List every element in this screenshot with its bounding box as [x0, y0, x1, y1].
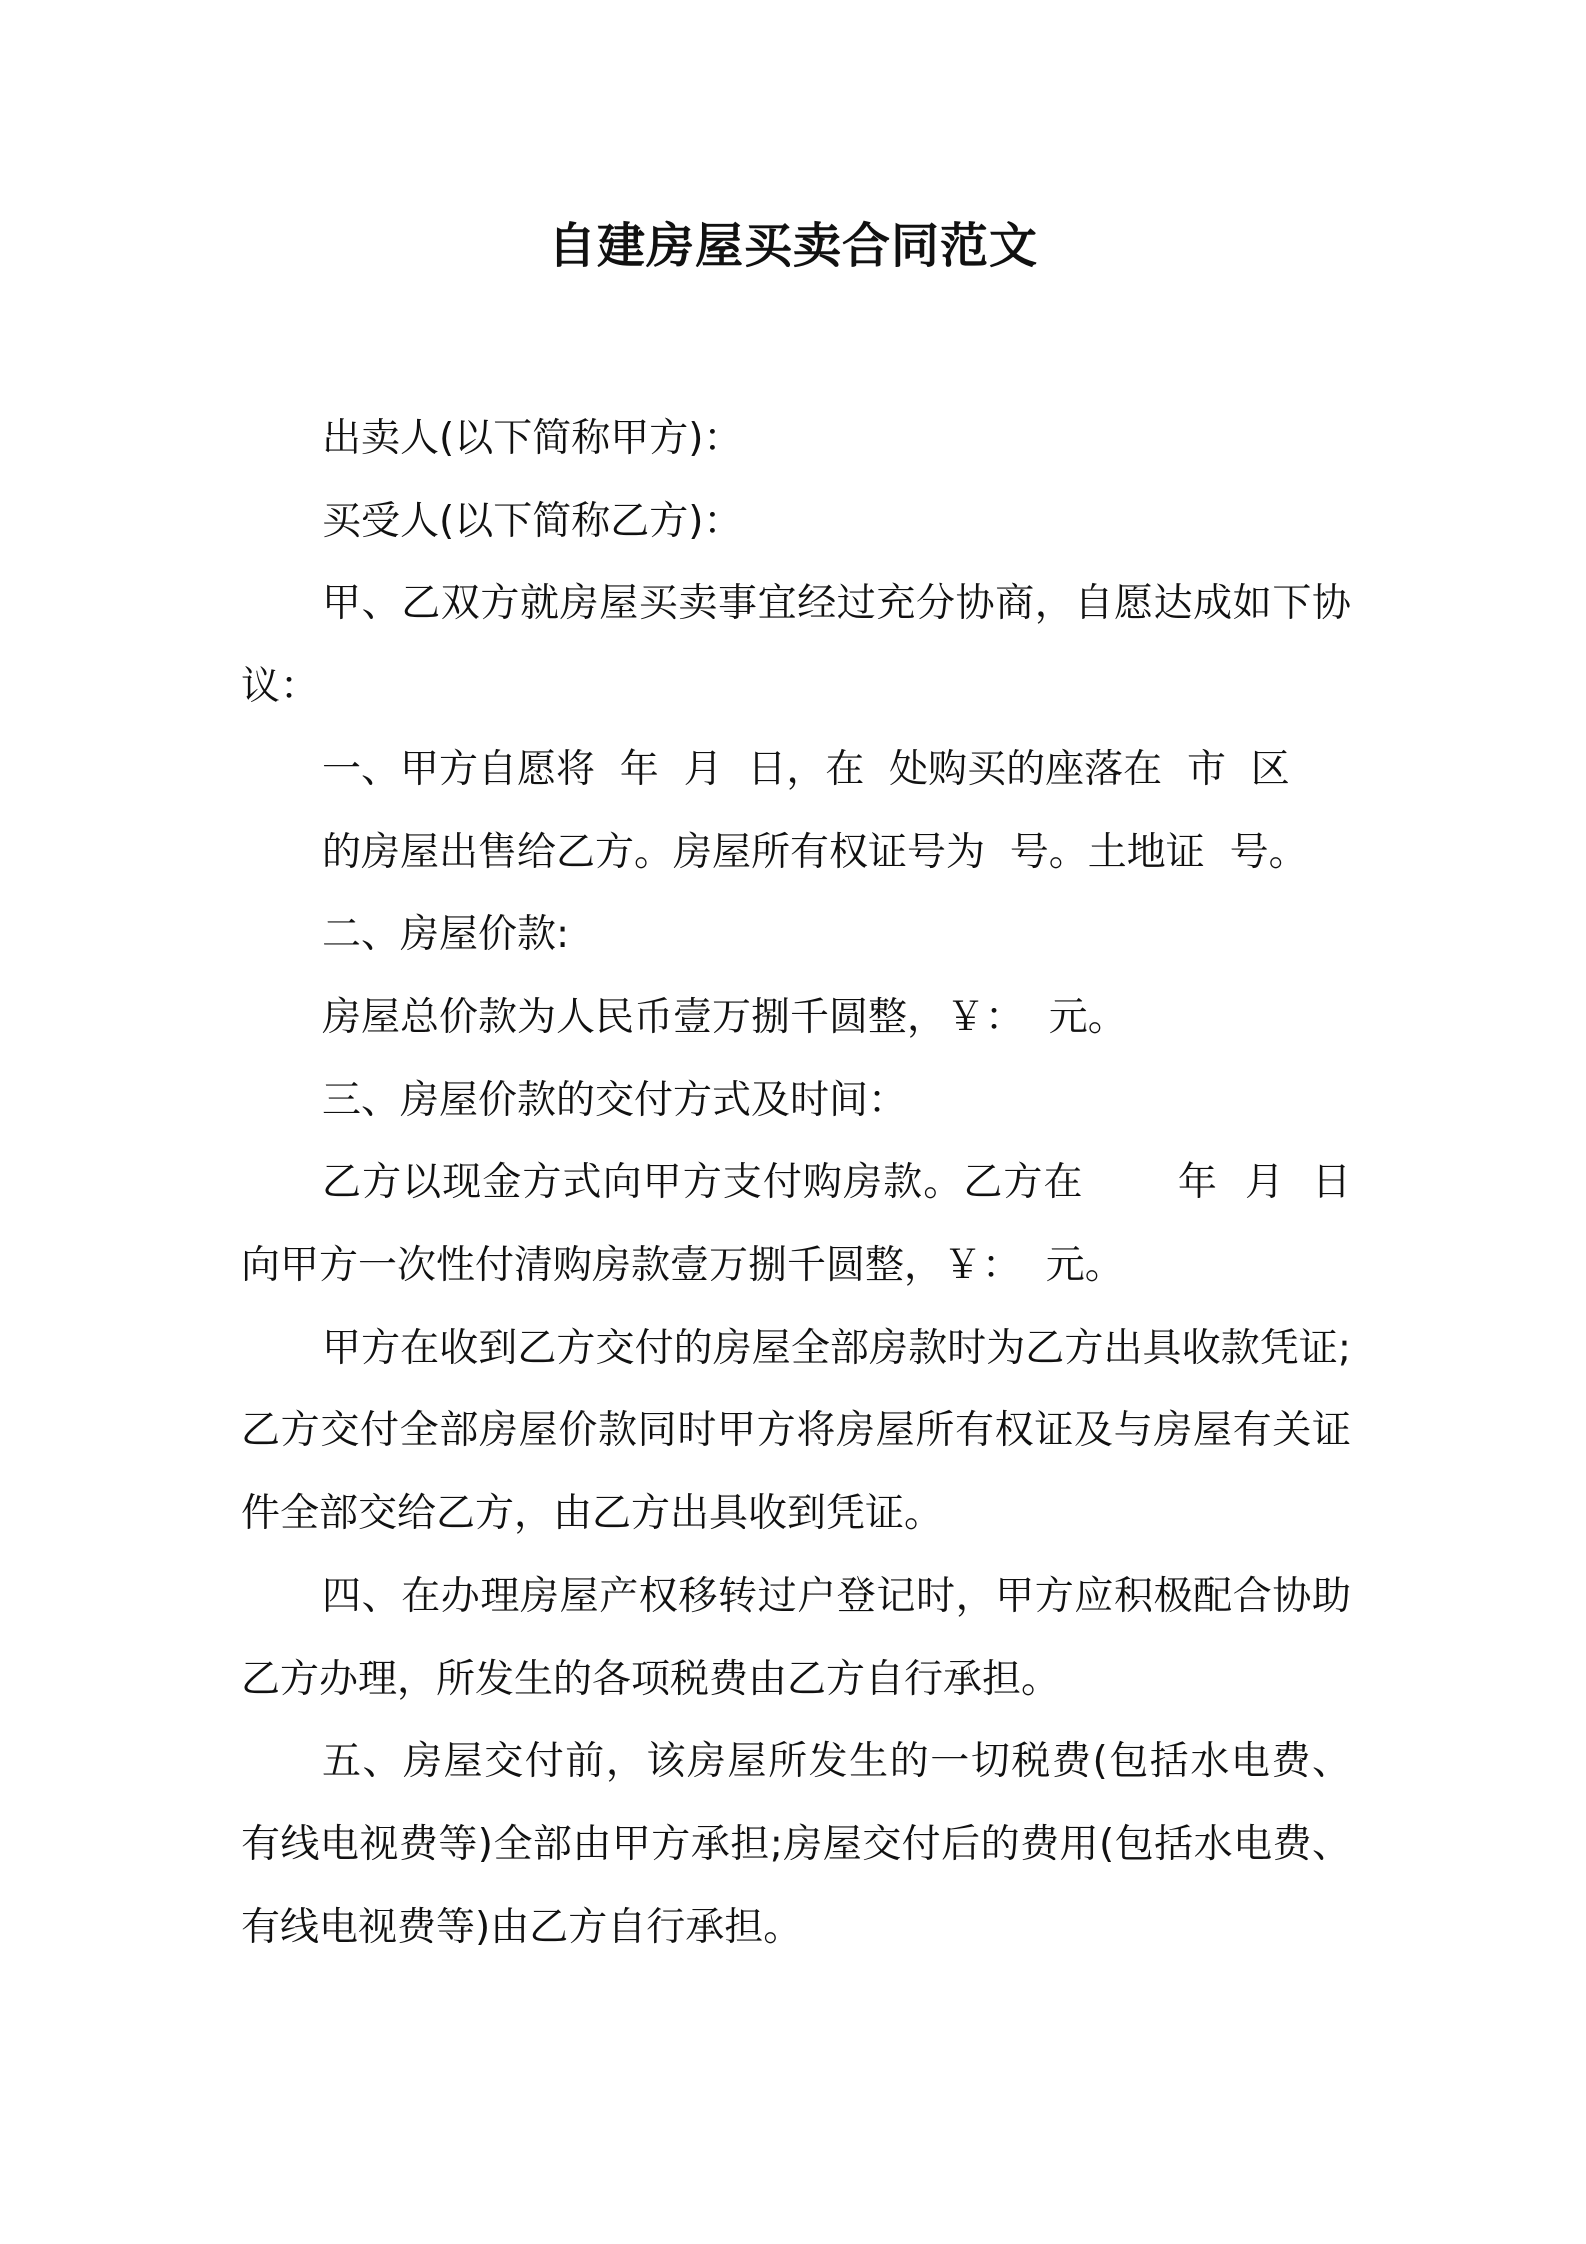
document-body	[241, 398, 1351, 1969]
buyer-line: 买受人(以下简称乙方)：	[322, 498, 743, 544]
clause-2-heading: 二、房屋价款:	[322, 912, 570, 958]
clause-2-price: 房屋总价款为人民币壹万捌千圆整，￥： 元。	[322, 994, 1127, 1040]
clause-1-line-2: 的房屋出售给乙方。房屋所有权证号为 号。土地证 号。	[322, 829, 1308, 875]
clause-3-heading: 三、房屋价款的交付方式及时间：	[322, 1077, 908, 1123]
clause-3-receipt: 甲方在收到乙方交付的房屋全部房款时为乙方出具收款凭证;乙方交付全部房屋价款同时甲方将房屋所有权证及与房屋有关证件全部交给乙方，由乙方出具收到凭证。	[241, 1325, 1351, 1537]
seller-line: 出卖人(以下简称甲方)：	[322, 416, 743, 461]
agreement-intro: 甲、乙双方就房屋买卖事宜经过充分协商，自愿达成如下协议：	[241, 581, 1351, 710]
clause-1-line-1: 一、甲方自愿将 年 月 日，在 处购买的座落在 市 区	[322, 746, 1290, 792]
clause-3-payment: 乙方以现金方式向甲方支付购房款。乙方在 年 月 日向甲方一次性付清购房款壹万捌千圆整，￥： 元。	[241, 1160, 1351, 1289]
document-title: 自建房屋买卖合同范文	[547, 218, 1038, 274]
clause-4: 四、在办理房屋产权移转过户登记时，甲方应积极配合协助乙方办理，所发生的各项税费由乙方自行承担。	[241, 1573, 1351, 1702]
clause-5: 五、房屋交付前，该房屋所发生的一切税费(包括水电费、有线电视费等)全部由甲方承担;房屋交付后的费用(包括水电费、有线电视费等)由乙方自行承担。	[241, 1739, 1351, 1950]
